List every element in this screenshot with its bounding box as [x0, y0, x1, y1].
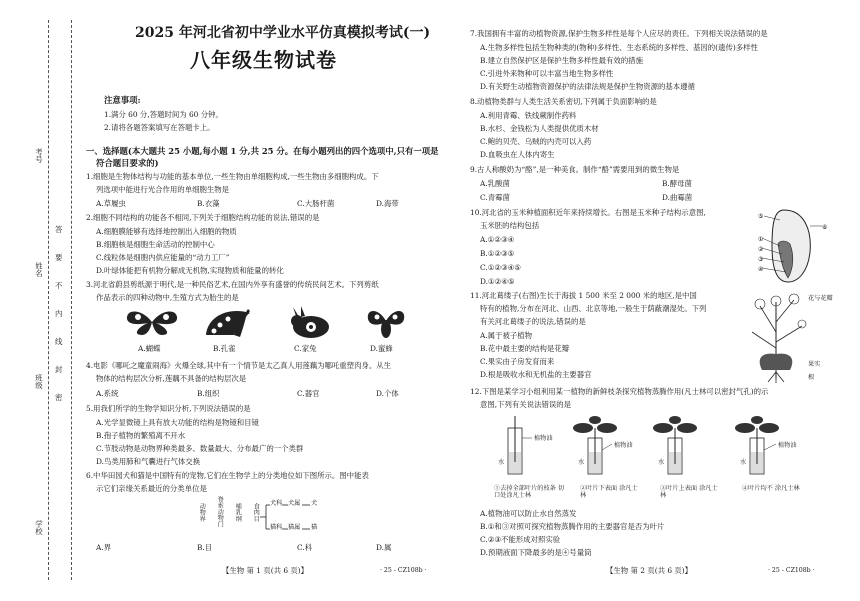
q4-option: B.组织 — [197, 389, 220, 398]
caraway-plant-diagram — [732, 292, 822, 384]
binding-label-exam-number: 考号 — [34, 148, 44, 163]
q5-option: C.节肢动物是动物界种类最多、数量最大、分布最广的一个类群 — [96, 444, 304, 453]
q5-stem: 5.用我们所学的生物学知识分析,下列说法错误的是 — [86, 404, 251, 413]
binding-label-school: 学校 — [34, 520, 44, 535]
exp-caption-4: ④叶片均不 涂凡士林 — [742, 485, 800, 492]
q8-option: C.鲍的贝壳、乌贼的内壳可以入药 — [480, 137, 592, 146]
seal-char: 内 — [55, 309, 63, 318]
binding-dashed-line-inner — [71, 20, 72, 580]
q10-stem: 玉米胚的结构包括 — [480, 221, 540, 230]
tree-family-dog: 犬科 — [270, 500, 283, 507]
papercut-butterfly-image — [124, 307, 180, 337]
q3-option: C.家兔 — [294, 344, 317, 353]
q10-option: C.①②③④⑤ — [480, 263, 521, 272]
papercut-bee-image — [364, 305, 408, 339]
q8-option: A.利用青霉、铁线蕨制作药料 — [480, 111, 577, 120]
exp-label-oil: 植物油 — [778, 442, 797, 449]
notice-item: 1.满分 60 分,答题时间为 60 分钟。 — [104, 110, 223, 119]
q10-stem: 10.河北省的玉米种植面积近年来持续增长。右图是玉米种子结构示意图, — [470, 208, 706, 217]
q6-stem: 示它们亲缘关系最近的分类单位是 — [96, 484, 207, 493]
notice-item: 2.请将各题答案填写在答题卡上。 — [104, 123, 215, 132]
q6-option: D.属 — [376, 543, 392, 552]
tree-species-cat: 猫 — [311, 524, 318, 531]
exp-caption-1: ①去掉全部叶片的枝条 切口处涂凡士林 — [494, 485, 565, 500]
q5-option: B.孢子植物的繁殖离不开水 — [96, 431, 186, 440]
q12-stem: 意图,下列有关说法错误的是 — [480, 400, 572, 409]
section-heading-cont: 符合题目要求的) — [96, 158, 159, 168]
q8-option: D.血吸虫在人体内寄生 — [480, 150, 555, 159]
q6-option: A.界 — [96, 543, 112, 552]
q8-stem: 8.动植物类群与人类生活关系密切,下列属于负面影响的是 — [470, 97, 657, 106]
q4-option: A.系统 — [96, 389, 119, 398]
q11-option: D.根是吸收水和无机盐的主要器官 — [480, 370, 592, 379]
q3-option: A.蝴蝶 — [138, 344, 161, 353]
q7-option: B.建立自然保护区是保护生物多样性最有效的措施 — [480, 56, 643, 65]
svg-text:④: ④ — [758, 266, 764, 273]
q1-option: A.草履虫 — [96, 199, 126, 208]
q12-option: A.植物油可以防止水自然蒸发 — [480, 509, 577, 518]
q4-option: C.器官 — [297, 389, 320, 398]
tree-family-cat: 猫科 — [270, 524, 283, 531]
q8-option: B.水杉、金钱松为人类提供优质木材 — [480, 124, 599, 133]
q2-option: D.叶绿体能把有机物分解成无机物,实现物质和能量的转化 — [96, 266, 284, 275]
q11-option: A.属于被子植物 — [480, 331, 533, 340]
svg-text:⑥: ⑥ — [822, 224, 828, 231]
seal-char: 不 — [55, 281, 63, 290]
q3-option: B.孔雀 — [213, 344, 236, 353]
q1-option: D.海带 — [376, 199, 399, 208]
footer-code-2: · 25 - CZ108b · — [768, 567, 815, 574]
footer-page-2: 【生物 第 2 页(共 6 页)】 — [606, 566, 693, 575]
q3-option: D.蜜蜂 — [370, 344, 393, 353]
q4-stem: 4.电影《哪吒之魔童闹海》火爆全球,其中有一个情节是太乙真人用莲藕为哪吒重塑肉身。从生 — [86, 361, 392, 370]
q9-option: C.青霉菌 — [480, 193, 510, 202]
footer-code-1: · 25 - CZ108b · — [380, 567, 427, 574]
seal-char: 要 — [55, 253, 63, 262]
tree-genus-dog: 犬属 — [288, 500, 301, 507]
q2-stem: 2.细胞不同结构的功能各不相同,下列关于细胞结构功能的说法,错误的是 — [86, 213, 320, 222]
q6-option: C.科 — [297, 543, 313, 552]
q9-option: B.酵母菌 — [662, 179, 692, 188]
q11-stem: 特有的植物,分布在河北、山西、北京等地,一般生于荫蔽潮湿处。下列 — [480, 304, 707, 313]
seal-char: 线 — [55, 337, 63, 346]
q9-stem: 9.古人称酸奶为“酪”,是一种美食。制作“酪”需要用到的微生物是 — [470, 165, 680, 174]
exp-label-water: 水 — [658, 459, 665, 466]
q11-option: C.果实由子房发育而来 — [480, 357, 555, 366]
q11-option: B.花中最主要的结构是花瓣 — [480, 344, 570, 353]
q10-option: D.①②④⑤ — [480, 277, 515, 286]
tree-genus-cat: 猫属 — [288, 524, 301, 531]
exp-caption-3: ③叶片上表面 涂凡士林 — [660, 485, 718, 500]
footer-page-1: 【生物 第 1 页(共 6 页)】 — [222, 566, 309, 575]
binding-label-name: 姓名 — [34, 262, 44, 277]
q12-option: D.预期液面下降最多的是④号量筒 — [480, 548, 592, 557]
q12-option: B.①和③对照可探究植物蒸腾作用的主要器官是否为叶片 — [480, 522, 665, 531]
papercut-rabbit-image — [287, 305, 333, 339]
section-heading: 一、选择题(本大题共 25 小题,每小题 1 分,共 25 分。在每小题列出的四个选项中,只有一项是 — [86, 146, 439, 156]
q4-stem: 物体的结构层次分析,莲藕不具备的结构层次是 — [96, 374, 247, 383]
q11-label-root: 根 — [808, 374, 815, 381]
exp-label-oil: 植物油 — [614, 442, 633, 449]
exp-label-water: 水 — [740, 459, 747, 466]
svg-text:③: ③ — [758, 256, 764, 263]
subject-title: 八年级生物试卷 — [190, 48, 337, 72]
seal-char: 密 — [55, 393, 63, 402]
q11-label-flower: 花与花瓣 — [808, 295, 833, 302]
q5-option: D.鸟类用肺和气囊进行气体交换 — [96, 457, 201, 466]
corn-seed-diagram — [758, 206, 830, 284]
q10-option: B.①②③⑤ — [480, 249, 515, 258]
tree-phylum: 脊索动物门 — [216, 496, 224, 527]
q1-option: C.大肠杆菌 — [297, 199, 335, 208]
svg-text:⑤: ⑤ — [758, 213, 764, 220]
binding-dashed-line-outer — [48, 20, 49, 580]
tree-order: 食肉目 — [252, 503, 260, 522]
q11-stem: 有关河北葛缕子的说法,错误的是 — [480, 317, 586, 326]
exp-label-water: 水 — [578, 459, 585, 466]
q7-option: D.有关野生动植物资源保护的法律法规是保护生物资源的基本遵循 — [480, 82, 695, 91]
tree-kingdom: 动物界 — [198, 503, 206, 522]
q12-stem: 12.下图是某学习小组利用某一植物的新鲜枝条探究植物蒸腾作用(凡士林可以密封气孔)的示 — [470, 387, 769, 396]
q3-stem: 3.河北省蔚县剪纸源于明代,是一种民俗艺术,在国内外享有盛誉的传统民间艺术。下列剪纸 — [86, 280, 379, 289]
exp-label-water: 水 — [498, 459, 505, 466]
q4-option: D.个体 — [376, 389, 399, 398]
q11-label-fruit: 果实 — [808, 361, 821, 368]
q7-stem: 7.我国拥有丰富的动植物资源,保护生物多样性是每个人应尽的责任。下列相关说法错误的是 — [470, 29, 768, 38]
q6-stem: 6.中华田园犬和猫是中国特有的宠物,它们在生物学上的分类地位如下图所示。图中能表 — [86, 471, 369, 480]
papercut-peacock-image — [200, 305, 256, 339]
q12-option: C.②③不能形成对照实验 — [480, 535, 561, 544]
q9-option: D.曲霉菌 — [662, 193, 693, 202]
exp-caption-2: ②叶片下表面 涂凡士林 — [580, 485, 638, 500]
q2-option: A.细胞膜能够有选择地控制出入细胞的物质 — [96, 227, 237, 236]
svg-text:②: ② — [758, 246, 764, 253]
q6-option: B.目 — [197, 543, 213, 552]
notice-title: 注意事项: — [104, 95, 141, 105]
q11-stem: 11.河北葛缕子(右图)生长于海拔 1 500 米至 2 000 米的地区,是中国 — [470, 291, 697, 300]
tree-class: 哺乳纲 — [234, 503, 242, 522]
q1-stem: 1.细胞是生物体结构与功能的基本单位,一些生物由单细胞构成,一些生物由多细胞构成。下 — [86, 172, 379, 181]
q7-option: A.生物多样性包括生物种类的(物种)多样性、生态系统的多样性、基因的(遗传)多样性 — [480, 43, 758, 52]
q10-option: A.①②③④ — [480, 235, 515, 244]
q3-stem: 作品表示的四种动物中,生殖方式为胎生的是 — [96, 293, 239, 302]
q2-option: B.细胞核是细胞生命活动的控制中心 — [96, 240, 215, 249]
q1-option: B.衣藻 — [197, 199, 220, 208]
binding-label-class: 班级 — [34, 374, 44, 389]
exam-title: 2025 年河北省初中学业水平仿真模拟考试(一) — [135, 25, 431, 41]
q7-option: C.引进外来物种可以丰富当地生物多样性 — [480, 69, 614, 78]
q5-option: A.光学显微镜上具有放大功能的结构是物镜和目镜 — [96, 418, 259, 427]
q1-stem: 列选项中能进行光合作用的单细胞生物是 — [96, 185, 230, 194]
q2-option: C.线粒体是细胞内供应能量的“动力工厂” — [96, 253, 230, 262]
seal-char: 答 — [55, 225, 63, 234]
q9-option: A.乳酸菌 — [480, 179, 510, 188]
exp-label-oil: 植物油 — [534, 435, 553, 442]
svg-text:①: ① — [758, 236, 764, 243]
tree-species-dog: 犬 — [311, 500, 318, 507]
transpiration-experiment-diagram — [488, 414, 828, 484]
seal-char: 封 — [55, 365, 63, 374]
